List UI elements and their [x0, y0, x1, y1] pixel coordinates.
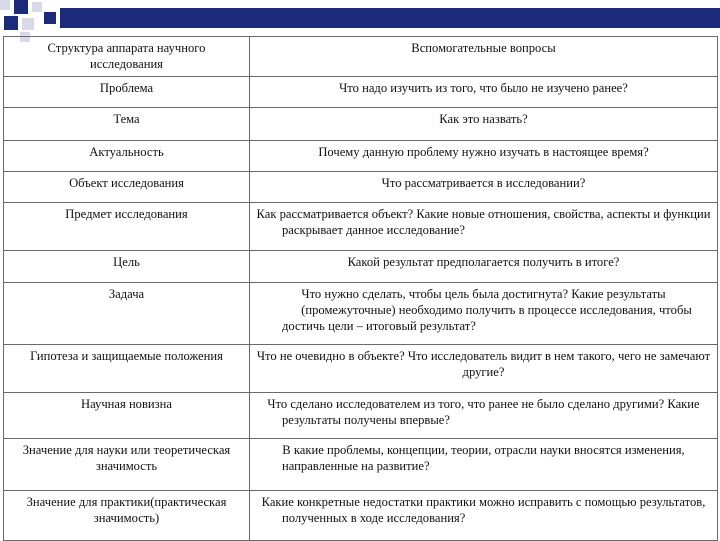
row-question-cell [250, 439, 718, 491]
decor-square [14, 0, 28, 14]
table-row [4, 172, 718, 203]
row-label: Гипотеза и защищаемые положения [4, 345, 250, 393]
table-row [4, 393, 718, 439]
table-header-row [4, 37, 718, 77]
row-label: Предмет исследования [4, 203, 250, 251]
row-question-cell [250, 203, 718, 251]
row-question-cell [250, 283, 718, 345]
row-question: Как рассматривается объект? Какие новые отношения, свойства, аспекты и функции раскрывает данное исследование? [256, 207, 711, 237]
header-left: Структура аппарата научного исследования [4, 37, 250, 77]
table-row [4, 77, 718, 108]
row-question: Что сделано исследователем из того, что ранее не было сделано другими? Какие результаты получены впервые? [267, 397, 700, 427]
table-row [4, 141, 718, 172]
row-label: Задача [4, 283, 250, 345]
row-label: Актуальность [4, 141, 250, 172]
row-question: Какой результат предполагается получить в итоге? [250, 251, 718, 283]
row-label: Объект исследования [4, 172, 250, 203]
row-question: Что нужно сделать, чтобы цель была достигнута? Какие результаты (промежуточные) необходимо получить в процессе исследования, чтобы достичь цели – итоговый результат? [282, 287, 692, 333]
row-question: Что не очевидно в объекте? Что исследователь видит в нем такого, чего не замечают другие? [250, 345, 718, 393]
row-question: В какие проблемы, концепции, теории, отрасли науки вносятся изменения, направленные на развитие? [282, 443, 685, 473]
row-question: Что надо изучить из того, что было не изучено ранее? [250, 77, 718, 108]
table-row [4, 283, 718, 345]
row-label: Значение для науки или теоретическая значимость [4, 439, 250, 491]
row-label: Научная новизна [4, 393, 250, 439]
row-label: Проблема [4, 77, 250, 108]
row-label: Цель [4, 251, 250, 283]
decor-square [44, 12, 56, 24]
row-question-cell [250, 393, 718, 439]
row-label: Значение для практики(практическая значимость) [4, 491, 250, 541]
row-question: Что рассматривается в исследовании? [250, 172, 718, 203]
research-structure-table [3, 36, 718, 541]
title-banner [60, 8, 720, 28]
decor-square [32, 2, 42, 12]
row-question: Какие конкретные недостатки практики можно исправить с помощью результатов, полученных в ходе исследования? [261, 495, 706, 525]
decor-square [0, 0, 10, 10]
decor-square [22, 18, 34, 30]
header-right: Вспомогательные вопросы [250, 37, 718, 77]
row-label: Тема [4, 108, 250, 141]
decor-square [4, 16, 18, 30]
table-row [4, 491, 718, 541]
table-row [4, 439, 718, 491]
table-row [4, 203, 718, 251]
table-row [4, 251, 718, 283]
row-question: Как это назвать? [250, 108, 718, 141]
table-row [4, 345, 718, 393]
row-question-cell [250, 491, 718, 541]
table-row [4, 108, 718, 141]
row-question: Почему данную проблему нужно изучать в настоящее время? [250, 141, 718, 172]
